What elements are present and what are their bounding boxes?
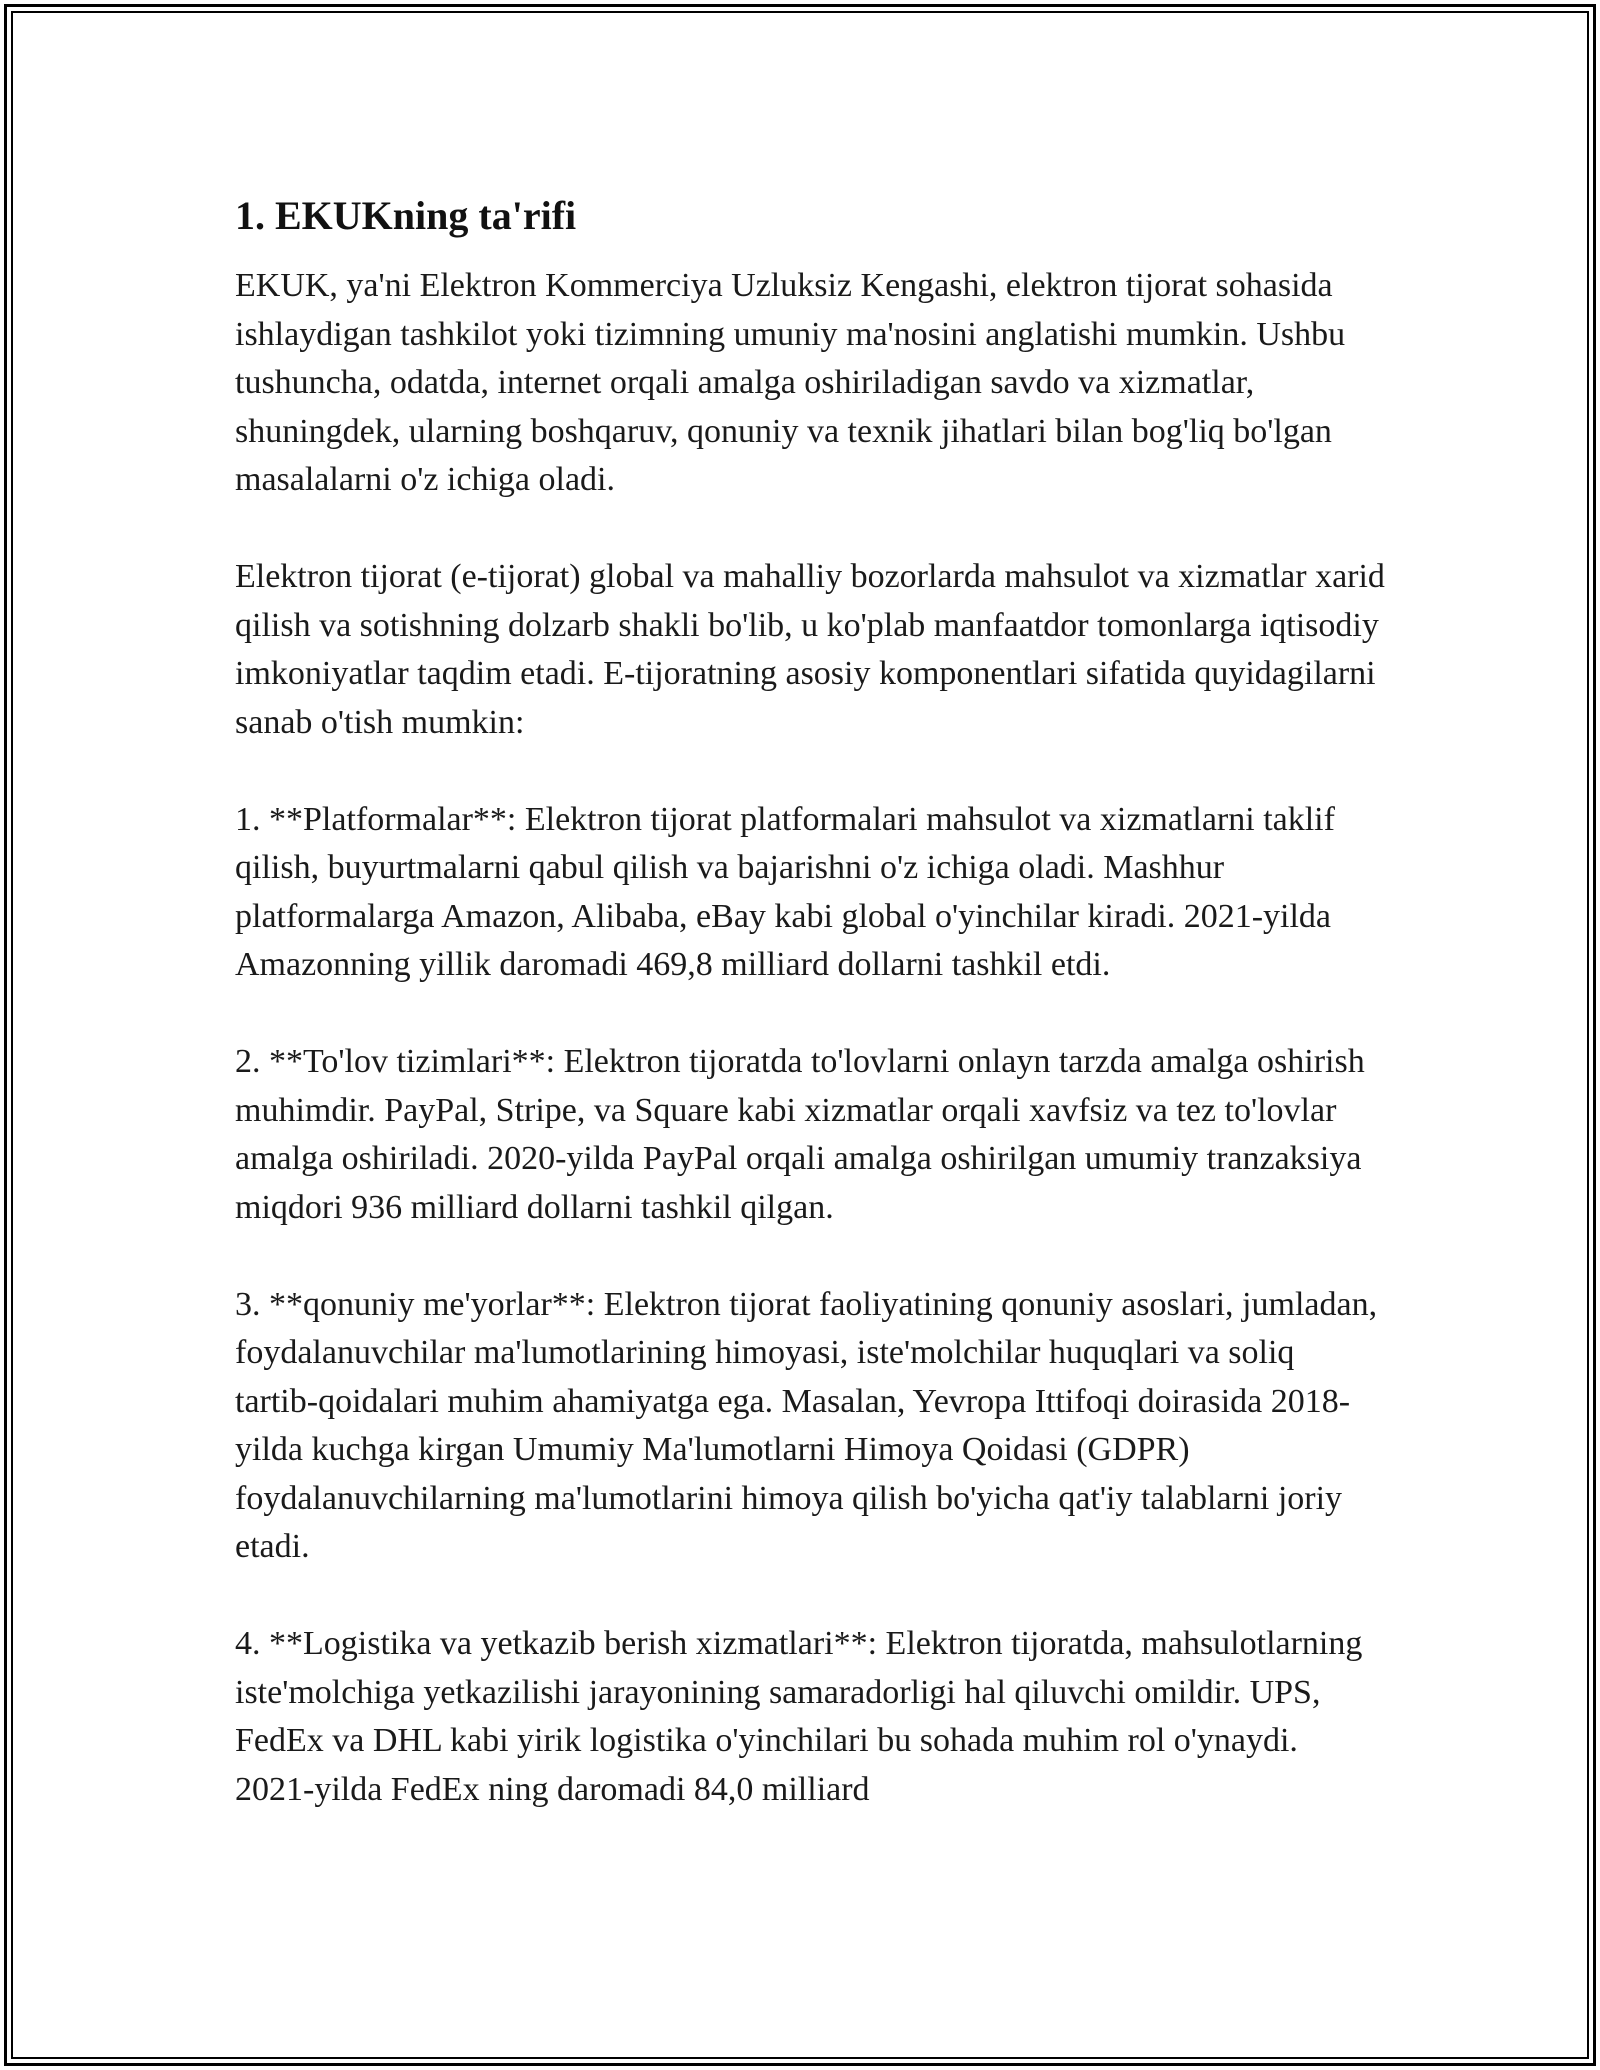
paragraph-definition: EKUK, ya'ni Elektron Kommerciya Uzluksiz Kengashi, elektron tijorat sohasida ishlaydigan tashkilot yoki tizimning umuniy ma'nosini anglatishi mumkin. Ushbu tushuncha, odatda, internet orqali amalga oshiriladigan savdo va xizmatlar, shuningdek, ularning boshqaruv, qonuniy va texnik jihatlari bilan bog'liq bo'lgan masalalarni o'z ichiga oladi. [235,267,1346,498]
document-body [235,186,1385,1814]
paragraph-ecommerce-intro: Elektron tijorat (e-tijorat) global va mahalliy bozorlarda mahsulot va xizmatlar xarid qilish va sotishning dolzarb shakli bo'lib, u ko'plab manfaatdor tomonlarga iqtisodiy imkoniyatlar taqdim etadi. E-tijoratning asosiy komponentlari sifatida quyidagilarni sanab o'tish mumkin: [235,558,1385,741]
paragraph-logistics: 4. **Logistika va yetkazib berish xizmatlari**: Elektron tijoratda, mahsulotlarning iste'molchiga yetkazilishi jarayonining samaradorligi hal qiluvchi omildir. UPS, FedEx va DHL kabi yirik logistika o'yinchilari bu sohada muhim rol o'ynaydi. 2021-yilda FedEx ning daromadi 84,0 milliard [235,1625,1363,1808]
paragraph-payment-systems: 2. **To'lov tizimlari**: Elektron tijoratda to'lovlarni onlayn tarzda amalga oshirish muhimdir. PayPal, Stripe, va Square kabi xizmatlar orqali xavfsiz va tez to'lovlar amalga oshiriladi. 2020-yilda PayPal orqali amalga oshirilgan umumiy tranzaksiya miqdori 936 milliard dollarni tashkil qilgan. [235,1043,1365,1226]
section-heading: 1. EKUKning ta'rifi [235,193,577,238]
paragraph-platforms: 1. **Platformalar**: Elektron tijorat platformalari mahsulot va xizmatlarni taklif qilish, buyurtmalarni qabul qilish va bajarishni o'z ichiga oladi. Mashhur platformalarga Amazon, Alibaba, eBay kabi global o'yinchilar kiradi. 2021-yilda Amazonning yillik daromadi 469,8 milliard dollarni tashkil etdi. [235,800,1335,983]
paragraph-legal-norms: 3. **qonuniy me'yorlar**: Elektron tijorat faoliyatining qonuniy asoslari, jumladan, foydalanuvchilar ma'lumotlarining himoyasi, iste'molchilar huquqlari va soliq tartib-qoidalari muhim ahamiyatga ega. Masalan, Yevropa Ittifoqi doirasida 2018-yilda kuchga kirgan Umumiy Ma'lumotlarni Himoya Qoidasi (GDPR) foydalanuvchilarning ma'lumotlarini himoya qilish bo'yicha qat'iy talablarni joriy etadi. [235,1285,1378,1565]
